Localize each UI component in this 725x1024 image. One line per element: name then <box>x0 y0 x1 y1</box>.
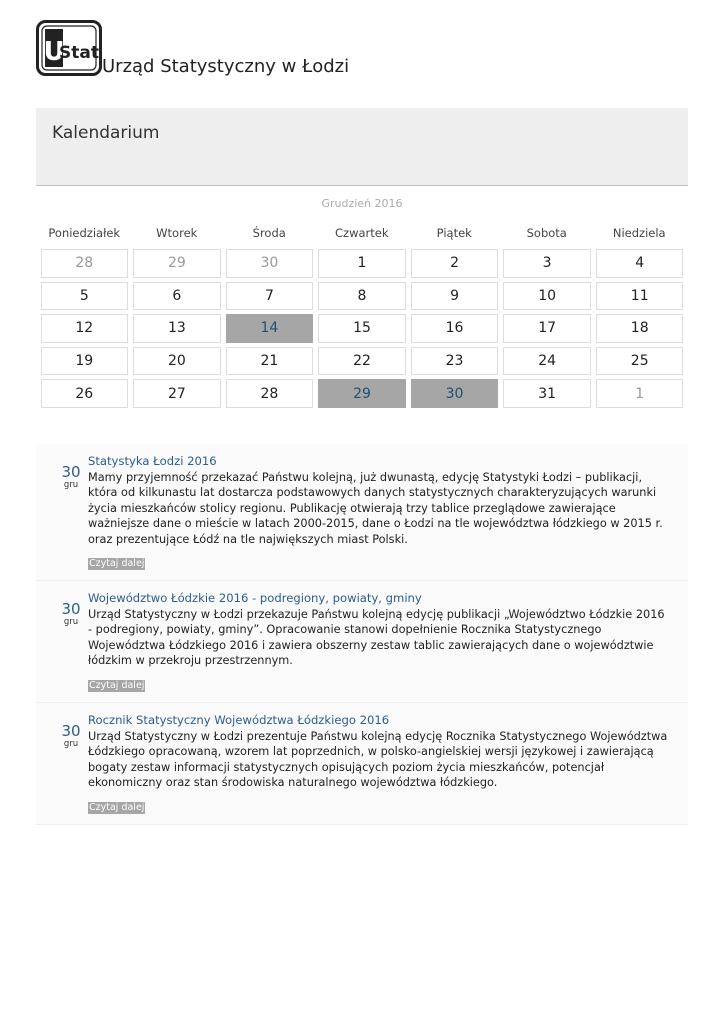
news-body: Urząd Statystyczny w Łodzi przekazuje Państwu kolejną edycję publikacji „Województwo Łódzkie 2016 - podregiony, powiaty, gminy”. Opracowanie stanowi dopełnienie Rocznika Statystycznego Województwa Łódzkiego 2016 i zawiera obszerny zestaw tablic zawierających dane o województwie łódzkim w przekroju przestrzennym. <box>88 608 665 668</box>
weekday-label: Sobota <box>526 226 567 240</box>
calendar-day: 19 <box>41 347 129 376</box>
news-item <box>36 444 688 581</box>
calendar-day: 15 <box>318 314 406 343</box>
weekday-label: Niedziela <box>612 226 666 240</box>
calendar-day: 31 <box>503 379 591 408</box>
calendar-day: 10 <box>503 282 591 311</box>
svg-text:U: U <box>43 37 65 67</box>
news-item <box>36 703 688 825</box>
calendar-day: 17 <box>503 314 591 343</box>
site-header <box>36 20 676 80</box>
site-title[interactable]: Urząd Statystyczny w Łodzi <box>102 56 350 77</box>
calendar-month-label: Grudzień 2016 <box>321 197 403 210</box>
calendar-day: 13 <box>133 314 221 343</box>
news-body: Urząd Statystyczny w Łodzi prezentuje Państwu kolejną edycję Rocznika Statystycznego Województwa Łódzkiego opracowaną, wzorem lat poprzednich, w polsko-angielskiej wersji językowej i zawierającą bogaty zestaw informacji statystycznych opisujących poziom życia mieszkańców, potencjał ekonomiczny oraz stan środowiska naturalnego województwa łódzkiego. <box>88 730 668 790</box>
calendar-day: 29 <box>133 249 221 278</box>
calendar-day: 28 <box>41 249 129 278</box>
calendar-day: 25 <box>596 347 684 376</box>
calendar-day: 18 <box>596 314 684 343</box>
read-more-button[interactable]: Czytaj dalej <box>89 680 145 691</box>
calendar-day: 30 <box>226 249 314 278</box>
calendar-day: 22 <box>318 347 406 376</box>
weekday-label: Czwartek <box>335 226 389 240</box>
news-date <box>58 723 84 749</box>
calendar-day: 5 <box>41 282 129 311</box>
calendar-day: 2 <box>411 249 499 278</box>
read-more-button[interactable]: Czytaj dalej <box>89 802 145 813</box>
calendar-panel-header <box>36 108 688 186</box>
news-title-link[interactable]: Województwo Łódzkie 2016 - podregiony, powiaty, gminy <box>88 591 422 605</box>
weekday-label: Środa <box>252 226 286 240</box>
calendar-day-event[interactable]: 30 <box>411 379 499 408</box>
news-date-day: 30 <box>61 722 81 740</box>
calendar-day-event[interactable]: 29 <box>318 379 406 408</box>
calendar-day: 11 <box>596 282 684 311</box>
calendar-day: 12 <box>41 314 129 343</box>
ustat-logo[interactable] <box>36 20 102 76</box>
calendar-day: 26 <box>41 379 129 408</box>
weekday-label: Wtorek <box>156 226 198 240</box>
news-date-day: 30 <box>61 600 81 618</box>
calendar-day: 28 <box>226 379 314 408</box>
calendar-grid <box>38 247 686 410</box>
calendar-day: 1 <box>318 249 406 278</box>
news-date-month: gru <box>63 617 79 627</box>
calendar-day: 1 <box>596 379 684 408</box>
calendar-day: 21 <box>226 347 314 376</box>
news-title-link[interactable]: Statystyka Łodzi 2016 <box>88 454 217 468</box>
weekday-label: Poniedziałek <box>48 226 121 240</box>
read-more-button[interactable]: Czytaj dalej <box>89 558 145 569</box>
calendar-day: 9 <box>411 282 499 311</box>
calendar-day: 3 <box>503 249 591 278</box>
calendar-day: 16 <box>411 314 499 343</box>
news-date <box>58 601 84 627</box>
news-date-month: gru <box>63 480 79 490</box>
news-title-link[interactable]: Rocznik Statystyczny Województwa Łódzkiego 2016 <box>88 713 390 727</box>
calendar-day-event[interactable]: 14 <box>226 314 314 343</box>
page-title: Kalendarium <box>52 123 160 143</box>
news-date-day: 30 <box>61 463 81 481</box>
weekday-label: Piątek <box>436 226 472 240</box>
calendar-day: 6 <box>133 282 221 311</box>
news-body: Mamy przyjemność przekazać Państwu kolejną, już dwunastą, edycję Statystyki Łodzi – publikacji, która od kilkunastu lat dostarcza podstawowych danych statystycznych charakteryzujących warunki życia mieszkańców stolicy regionu. Publikację otwierają trzy tablice przeglądowe zawierające ważniejsze dane o mieście w latach 2000-2015, dane o Łodzi na tle województwa łódzkiego w 2015 r. oraz prezentujące Łódź na tle największych miast Polski. <box>88 471 663 546</box>
calendar-day: 23 <box>411 347 499 376</box>
news-date <box>58 464 84 490</box>
calendar-day: 4 <box>596 249 684 278</box>
calendar-day: 27 <box>133 379 221 408</box>
news-list <box>36 444 688 825</box>
calendar-day: 20 <box>133 347 221 376</box>
calendar-day: 24 <box>503 347 591 376</box>
news-date-month: gru <box>63 739 79 749</box>
weekday-header <box>38 226 686 240</box>
news-item <box>36 581 688 703</box>
calendar-day: 8 <box>318 282 406 311</box>
svg-text:Stat: Stat <box>59 43 99 63</box>
calendar-day: 7 <box>226 282 314 311</box>
